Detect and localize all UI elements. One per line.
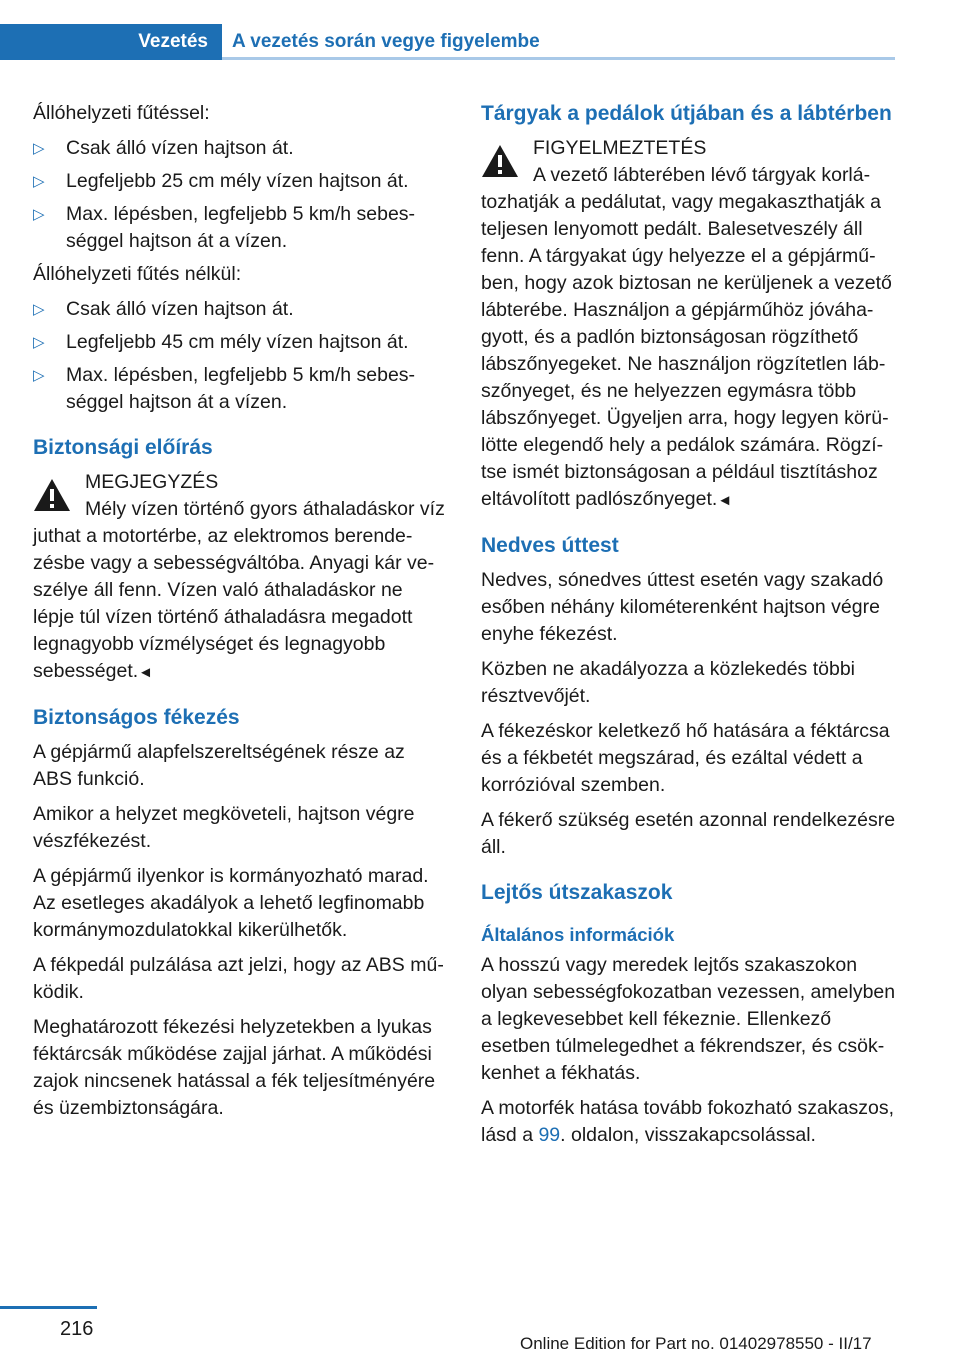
section-tab[interactable]: Vezetés [0, 24, 222, 60]
note-text: Mély vízen történő gyors áthaladáskor víz juthat a motortérbe, az elektromos berendezésbe vagy a sebességváltóba. Anyagi kár veszélye áll fenn. Vízen való áthaladáskor ne lépje túl vízen történő áthaladásra megadott legnagyobb vízmélységet és legnagyobb sebességet. [33, 498, 445, 682]
right-column [481, 100, 897, 1157]
bullet-triangle-icon: ▷ [33, 173, 45, 190]
note-box [33, 469, 448, 686]
general-info-heading: Általános információk [481, 924, 675, 945]
page-link[interactable]: 99 [538, 1124, 561, 1146]
header-tabbar [0, 24, 895, 60]
end-mark-icon: ◄ [138, 664, 154, 681]
downhill-paragraph: A hosszú vagy meredek lejtős szakaszokon olyan sebességfokozatban vezessen, amelyben a legkevesebbet kell fékeznie. Ellenkező esetben túlmelegedhet a fékrendszer, és csökkenhet a fékhatás. [481, 954, 896, 1084]
footer-rule [0, 1306, 97, 1309]
warning-title: FIGYELMEZTETÉS [533, 137, 707, 159]
bullet-triangle-icon: ▷ [33, 140, 45, 157]
list-item: ▷ Csak álló vízen hajtson át. [33, 135, 448, 162]
braking-paragraph: Amikor a helyzet megköveteli, hajtson végre vészfékezést. [33, 803, 415, 852]
unheated-label: Állóhelyzeti fűtés nélkül: [33, 263, 242, 285]
downhill-heading: Lejtős útszakaszok [481, 881, 673, 904]
left-column [33, 100, 448, 1130]
braking-paragraph: A gépjármű ilyenkor is kormányozható marad. Az esetleges akadályok a lehető legfinomabb kormánymozdulatokkal kikerülhetők. [33, 865, 429, 941]
braking-paragraph: A fékpedál pulzálása azt jelzi, hogy az ABS működik. [33, 954, 444, 1003]
braking-heading: Biztonságos fékezés [33, 706, 240, 729]
list-item: ▷ Legfeljebb 25 cm mély vízen hajtson át. [33, 168, 448, 195]
list-item: ▷ Legfeljebb 45 cm mély vízen hajtson át. [33, 329, 448, 356]
braking-paragraph: Meghatározott fékezési helyzetekben a lyukas féktárcsák működése zajjal járhat. A működési zajok nincsenek hatással a fék teljesítményére és üzembiztonságára. [33, 1016, 436, 1119]
bullet-triangle-icon: ▷ [33, 367, 45, 384]
list-item: ▷ Csak álló vízen hajtson át. [33, 296, 448, 323]
braking-paragraph: A gépjármű alapfelszereltségének része az ABS funkció. [33, 741, 405, 790]
list-item: ▷ Max. lépésben, legfeljebb 5 km/h sebességgel hajtson át a vízen. [33, 364, 416, 413]
warning-box [481, 135, 897, 514]
objects-heading: Tárgyak a pedálok útjában és a lábtérben [481, 102, 892, 125]
edition-note: Online Edition for Part no. 01402978550 - II/17 [520, 1334, 872, 1353]
heated-label: Állóhelyzeti fűtéssel: [33, 102, 210, 124]
bullet-triangle-icon: ▷ [33, 334, 45, 351]
safety-heading: Biztonsági előírás [33, 436, 213, 459]
page-number: 216 [60, 1318, 94, 1340]
note-title: MEGJEGYZÉS [85, 471, 219, 493]
list-item: ▷ Max. lépésben, legfeljebb 5 km/h sebességgel hajtson át a vízen. [33, 203, 416, 252]
bullet-triangle-icon: ▷ [33, 206, 45, 223]
bullet-triangle-icon: ▷ [33, 301, 45, 318]
wet-paragraph: A fékerő szükség esetén azonnal rendelkezésre áll. [481, 809, 896, 858]
warning-text: A vezető lábterében lévő tárgyak korlátozhatják a pedálutat, vagy megakaszthatják a teljesen lenyomott pedált. Balesetveszély áll fenn. A tárgyakat úgy helyezze el a gépjárműben, hogy azok biztosan ne kerüljenek a vezető lábterébe. Használjon a gépjárműhöz jóváhagyott, és a padlón biztonságosan rögzíthető lábszőnyegeket. Ne használjon rögzítetlen lábszőnyeget, és ne helyezzen egymásra több lábszőnyeget. Ügyeljen arra, hogy legyen körülötte elegendő hely a pedálok számára. Rögzítse ismét biztonságosan a például tisztításhoz eltávolított padlószőnyeget. [481, 164, 892, 510]
wet-paragraph: A fékezéskor keletkező hő hatására a féktárcsa és a fékbetét megszárad, és ezáltal védett a korrózióval szemben. [481, 720, 890, 796]
warning-triangle-icon [33, 477, 71, 513]
wet-paragraph: Nedves, sónedves úttest esetén vagy szakadó esőben néhány kilométerenként hajtson végre enyhe fékezést. [481, 569, 884, 645]
subsection-tab[interactable]: A vezetés során vegye figyelembe [222, 24, 895, 60]
warning-triangle-icon [481, 143, 519, 179]
heated-bullet-list [33, 135, 448, 255]
wet-road-heading: Nedves úttest [481, 534, 619, 557]
wet-paragraph: Közben ne akadályozza a közlekedés többi résztvevőjét. [481, 658, 856, 707]
engine-brake-paragraph: A motorfék hatása tovább fokozható szakaszos, lásd a 99. oldalon, visszakapcsolással. [481, 1097, 894, 1146]
unheated-bullet-list [33, 296, 448, 416]
end-mark-icon: ◄ [717, 492, 733, 509]
